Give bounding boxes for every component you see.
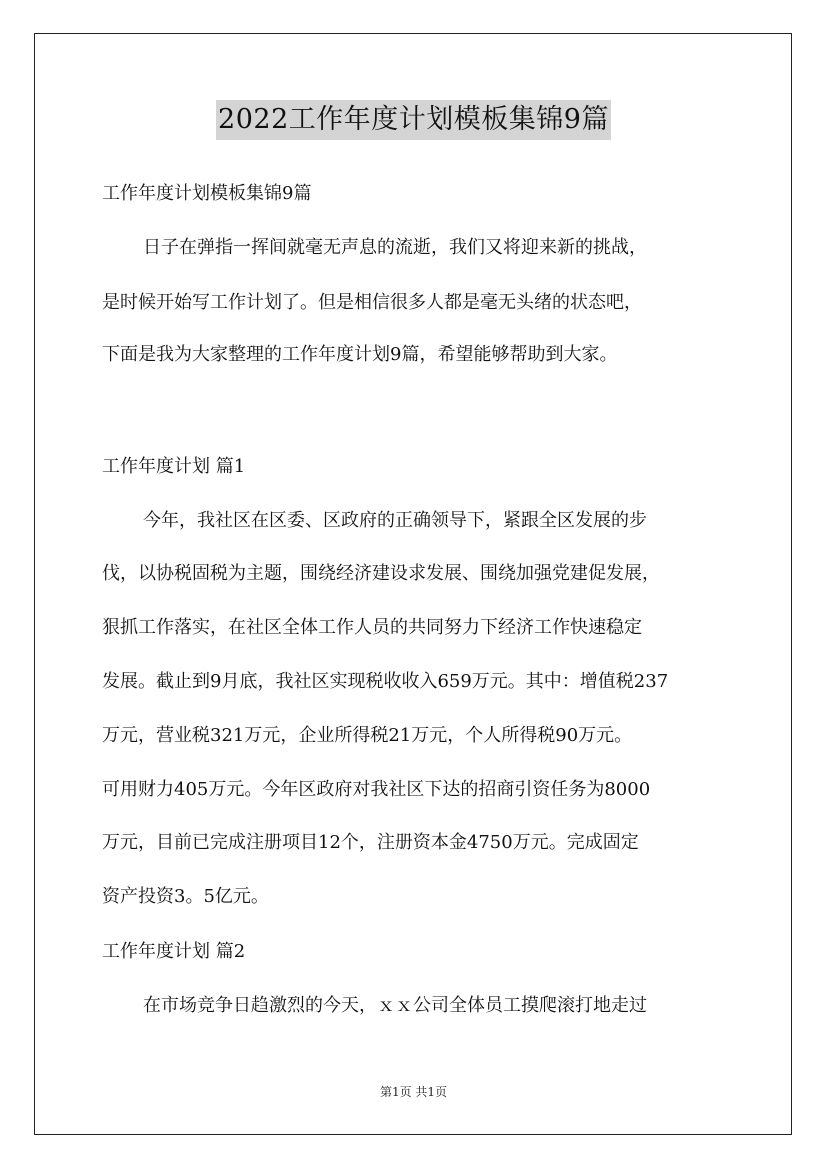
section-heading-1: 工作年度计划 篇1 — [102, 456, 246, 477]
section-heading-2: 工作年度计划 篇2 — [102, 941, 246, 962]
paragraph-line: 发展。截止到9月底，我社区实现税收收入659万元。其中：增值税237 — [102, 671, 669, 692]
paragraph-line: 万元，营业税321万元，企业所得税21万元，个人所得税90万元。 — [102, 725, 633, 746]
document-title: 2022工作年度计划模板集锦9篇 — [216, 100, 611, 140]
paragraph-line: 在市场竞争日趋激烈的今天，ｘｘ公司全体员工摸爬滚打地走过 — [143, 995, 647, 1016]
document-title-container — [0, 100, 827, 140]
paragraph-line: 日子在弹指一挥间就毫无声息的流逝，我们又将迎来新的挑战， — [143, 237, 647, 258]
paragraph-line: 今年，我社区在区委、区政府的正确领导下，紧跟全区发展的步 — [143, 510, 647, 531]
paragraph-line: 资产投资3。5亿元。 — [102, 886, 269, 907]
subtitle-line: 工作年度计划模板集锦9篇 — [102, 183, 312, 204]
paragraph-line: 狠抓工作落实，在社区全体工作人员的共同努力下经济工作快速稳定 — [102, 617, 642, 638]
paragraph-line: 下面是我为大家整理的工作年度计划9篇，希望能够帮助到大家。 — [102, 344, 618, 365]
page-footer: 第1页 共1页 — [379, 1085, 448, 1099]
paragraph-line: 伐，以协税固税为主题，围绕经济建设求发展、围绕加强党建促发展， — [102, 563, 660, 584]
paragraph-line: 万元，目前已完成注册项目12个，注册资本金4750万元。完成固定 — [102, 832, 639, 853]
paragraph-line: 可用财力405万元。今年区政府对我社区下达的招商引资任务为8000 — [102, 779, 651, 800]
paragraph-line: 是时候开始写工作计划了。但是相信很多人都是毫无头绪的状态吧， — [102, 292, 642, 313]
